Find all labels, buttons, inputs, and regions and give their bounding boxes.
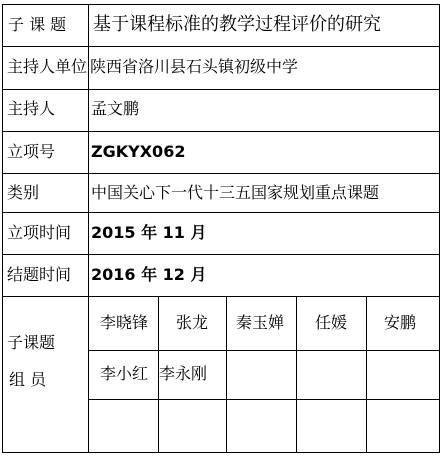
row-divider bbox=[2, 296, 440, 297]
project-number-label: 立项号 bbox=[7, 142, 56, 161]
member-col-divider bbox=[366, 296, 367, 453]
row-divider bbox=[2, 131, 440, 132]
label-column-divider bbox=[88, 4, 89, 453]
member-col-divider bbox=[226, 296, 227, 453]
row-divider bbox=[2, 46, 440, 47]
completion-date-value: 2016 年 12 月 bbox=[91, 265, 207, 284]
approval-date-label: 立项时间 bbox=[7, 223, 72, 242]
row-divider bbox=[2, 212, 440, 213]
project-number-value: ZGKYX062 bbox=[91, 142, 186, 161]
approval-date-value: 2015 年 11 月 bbox=[91, 223, 207, 242]
member-name: 秦玉婵 bbox=[236, 313, 285, 332]
row-divider bbox=[2, 254, 440, 255]
subproject-title: 基于课程标准的教学过程评价的研究 bbox=[93, 14, 381, 35]
member-row-divider bbox=[88, 350, 440, 351]
member-name: 任媛 bbox=[315, 313, 348, 332]
member-name: 张龙 bbox=[176, 313, 209, 332]
members-label-line2: 组 员 bbox=[9, 370, 47, 389]
category-value: 中国关心下一代十三五国家规划重点课题 bbox=[91, 183, 380, 202]
host-label: 主持人 bbox=[7, 99, 56, 118]
host-unit-label: 主持人单位 bbox=[7, 57, 88, 76]
host-unit-value: 陕西省洛川县石头镇初级中学 bbox=[90, 57, 299, 76]
subproject-label: 子 课 题 bbox=[8, 15, 67, 34]
row-divider bbox=[2, 89, 440, 90]
completion-date-label: 结题时间 bbox=[7, 265, 72, 284]
host-value: 孟文鹏 bbox=[91, 99, 140, 118]
member-name: 安鹏 bbox=[384, 313, 417, 332]
category-label: 类别 bbox=[7, 183, 40, 202]
member-name: 李小红 bbox=[100, 364, 149, 383]
member-name: 李晓锋 bbox=[100, 313, 149, 332]
member-name: 李永刚 bbox=[159, 364, 208, 383]
member-row-divider bbox=[88, 399, 440, 400]
members-label-line1: 子课题 bbox=[7, 333, 56, 352]
member-col-divider bbox=[296, 296, 297, 453]
row-divider bbox=[2, 173, 440, 174]
